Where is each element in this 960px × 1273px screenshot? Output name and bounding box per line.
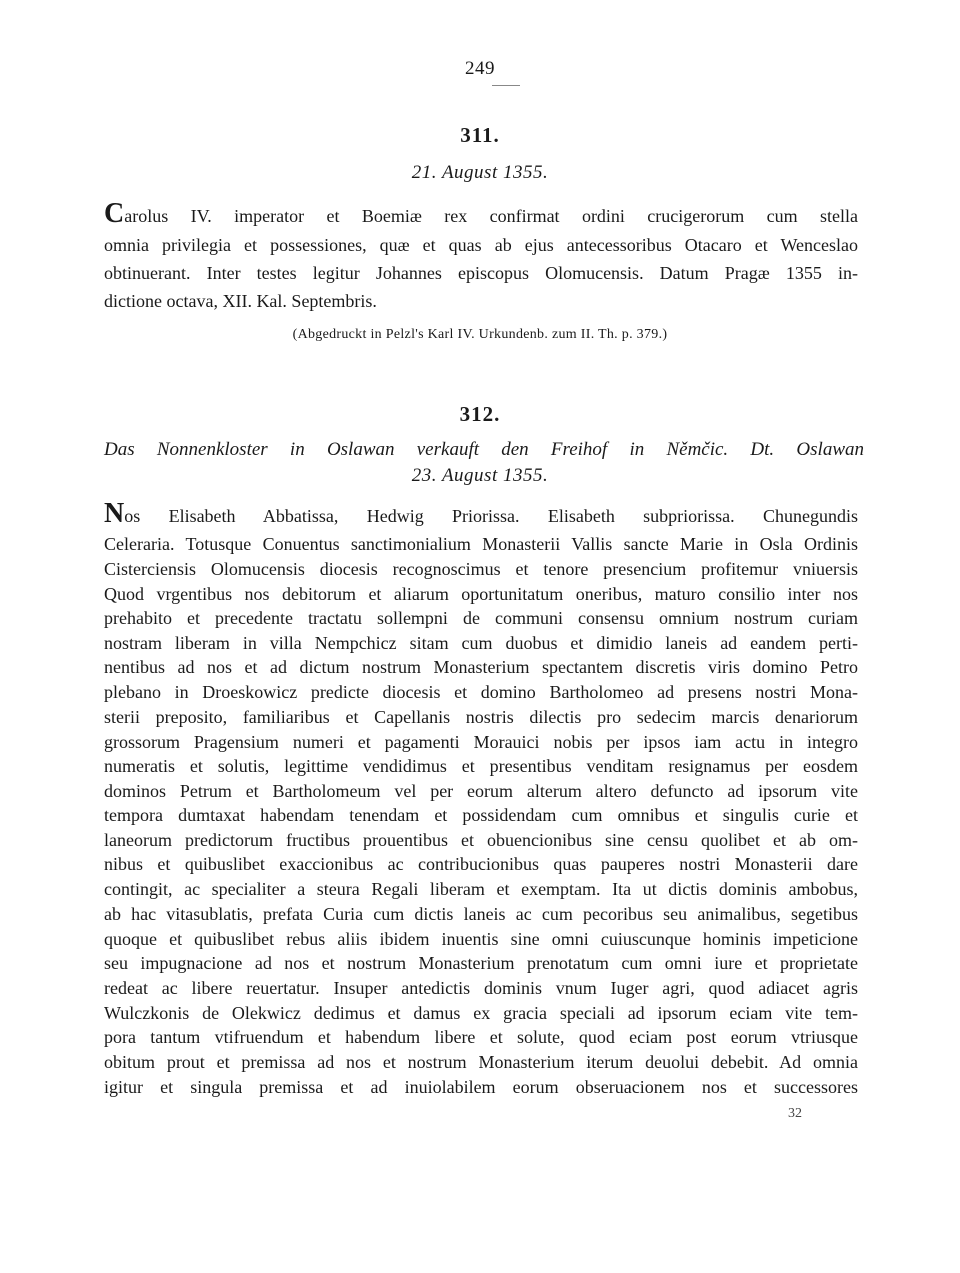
text-line: numeratis et solutis, legittime vendidimus et presentibus venditam resignamus per eosdem — [104, 756, 858, 776]
text-line: sterii preposito, familiaribus et Capellanis nostris dilectis pro sedecim marcis denariorum — [104, 707, 858, 727]
text-line: tempora dumtaxat habendam tenendam et possidendam cum omnibus et singulis curie et — [104, 805, 858, 825]
text-line: seu impugnacione ad nos et nostrum Monasterium prenotatum cum omni iure et proprietate — [104, 953, 858, 973]
text-line: omnia privilegia et possessiones, quæ et quas ab ejus antecessoribus Otacaro et Wenceslao — [104, 235, 858, 255]
text-line: redeat ac libere reuertatur. Insuper antedictis dominis vnum Iuger agri, quod adiacet agris — [104, 978, 858, 998]
text-line: plebano in Droeskowicz predicte diocesis et domino Bartholomeo ad presens nostri Mona- — [104, 682, 858, 702]
text-line: dominos Petrum et Bartholomeum vel per eorum alterum altero defuncto ad ipsorum vite — [104, 781, 858, 801]
text-line: Wulczkonis de Olekwicz dedimus et damus ex gracia speciali ad ipsorum eciam vite tem- — [104, 1003, 858, 1023]
text-line: ab hac vitasublatis, prefata Curia cum dictis laneis ac cum pecoribus seu animalibus, segetibus — [104, 904, 858, 924]
text-line: pora tantum vtifruendum et habendum libere et solute, quod eciam post eorum vtriusque — [104, 1027, 858, 1047]
text-line: prehabito et precedente tractatu sollempni de communi consensu omnium nostrum curiam — [104, 608, 858, 628]
text-line: grossorum Pragensium numeri et pagamenti Morauici nobis per ipsos iam actu in integro — [104, 732, 858, 752]
drop-cap: N — [104, 498, 125, 529]
citation: (Abgedruckt in Pelzl's Karl IV. Urkundenb. zum II. Th. p. 379.) — [292, 327, 668, 342]
page-number-rule — [492, 85, 520, 86]
text-line: Quod vrgentibus nos debitorum et aliarum oportunitatum oneribus, maturo consilio inter nos — [104, 584, 858, 604]
page-number: 249 — [465, 58, 495, 79]
text-line: igitur et singula premissa et ad inuiolabilem eorum obseruacionem nos et successores — [104, 1077, 858, 1097]
text-line: Celeraria. Totusque Conuentus sanctimonialium Monasterii Vallis sancte Marie in Osla Ordinis — [104, 534, 858, 554]
text-line: nostram liberam in villa Nempchicz sitam cum duobus et dimidio laneis ad eandem perti- — [104, 633, 858, 653]
text-line: laneorum predictorum fructibus prouentibus et obuencionibus sine censu quolibet et ab om- — [104, 830, 858, 850]
document-date-311: 21. August 1355. — [411, 162, 549, 183]
signature-mark: 32 — [788, 1106, 802, 1121]
document-date-312: 23. August 1355. — [411, 465, 549, 486]
text-line: Nos Elisabeth Abbatissa, Hedwig Priorissa. Elisabeth subpriorissa. Chunegundis — [104, 498, 858, 529]
text-line: nibus et quibuslibet exaccionibus ac contribucionibus quas pauperes nostri Monasterii dare — [104, 854, 858, 874]
text-line: Carolus IV. imperator et Boemiæ rex confirmat ordini crucigerorum cum stella — [104, 198, 858, 229]
text-line: obitum prout et premissa ad nos et nostrum Monasterium iterum deuolui debebit. Ad omnia — [104, 1052, 858, 1072]
text-line: Cisterciensis Olomucensis diocesis recognoscimus et tenore presencium profitemur vniuersis — [104, 559, 858, 579]
text-line: dictione octava, XII. Kal. Septembris. — [104, 291, 377, 311]
document-number-311: 311. — [460, 123, 500, 147]
drop-cap: C — [104, 198, 125, 229]
text-line: contingit, ac specialiter a steura Regali liberam et exemptam. Ita ut dictis dominis ambobus, — [104, 879, 858, 899]
text-line: nentibus ad nos et ad dictum nostrum Monasterium spectantem discretis viris domino Petro — [104, 657, 858, 677]
text-line: obtinuerant. Inter testes legitur Johannes episcopus Olomucensis. Datum Pragæ 1355 in- — [104, 263, 858, 283]
text-line: quoque et quibuslibet rebus aliis ibidem inuentis sine omni cuiuscunque hominis impeticione — [104, 929, 858, 949]
document-number-312: 312. — [459, 402, 501, 426]
document-title-312: Das Nonnenkloster in Oslawan verkauft den Freihof in Němčic. Dt. Oslawan — [104, 439, 864, 460]
